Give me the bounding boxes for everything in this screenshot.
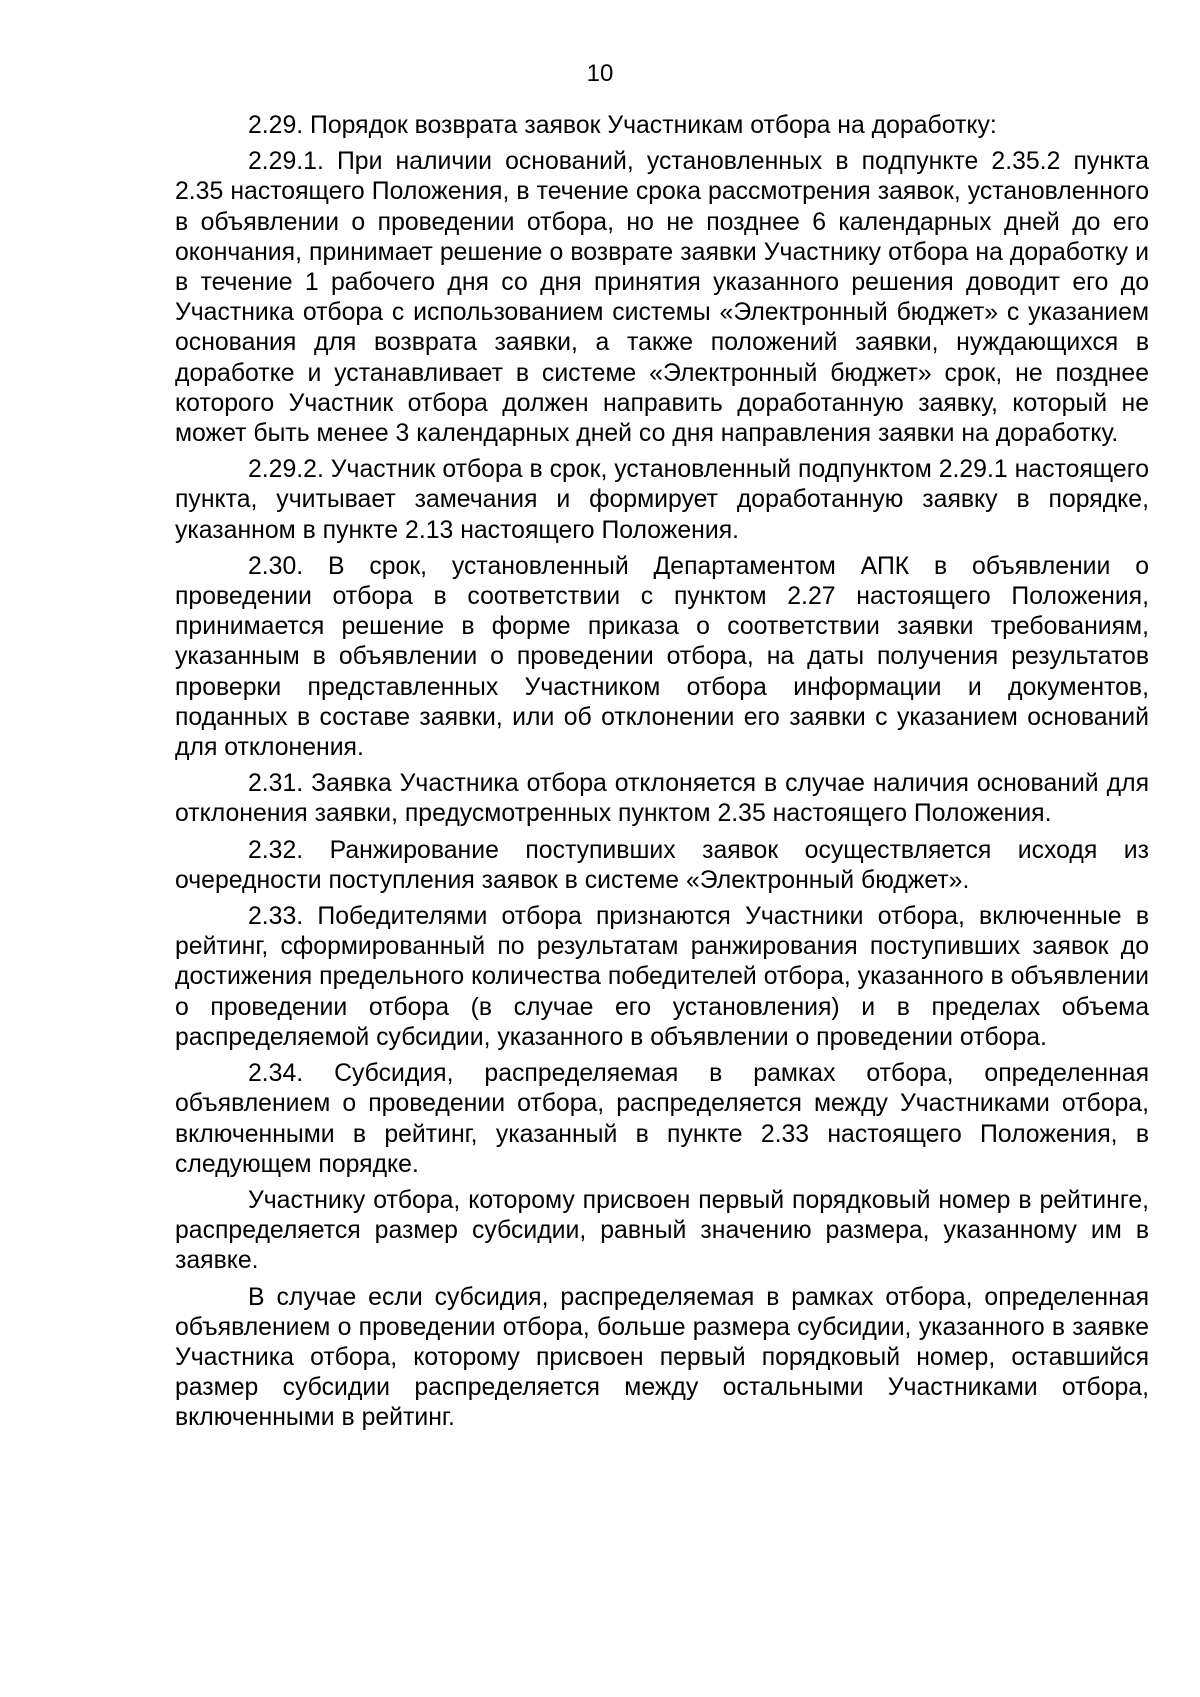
paragraph-2-29-2: 2.29.2. Участник отбора в срок, установленный подпунктом 2.29.1 настоящего пункта, учитывает замечания и формирует доработанную заявку в порядке, указанном в пункте 2.13 настоящего Положения. [175,456,1149,544]
page-number: 10 [586,60,614,87]
paragraph-2-31: 2.31. Заявка Участника отбора отклоняется в случае наличия оснований для отклонения заявки, предусмотренных пунктом 2.35 настоящего Положения. [175,770,1149,828]
paragraph-2-29-1: 2.29.1. При наличии оснований, установленных в подпункте 2.35.2 пункта 2.35 настоящего Положения, в течение срока рассмотрения заявок, установленного в объявлении о проведении отбора, но не позднее 6 календарных дней до его окончания, принимает решение о возврате заявки Участнику отбора на доработку и в течение 1 рабочего дня со дня принятия указанного решения доводит его до Участника отбора с использованием системы «Электронный бюджет» с указанием основания для возврата заявки, а также положений заявки, нуждающихся в доработке и устанавливает в системе «Электронный бюджет» срок, не позднее которого Участник отбора должен направить доработанную заявку, который не может быть менее 3 календарных дней со дня направления заявки на доработку. [175,148,1149,448]
paragraph-2-33: 2.33. Победителями отбора признаются Участники отбора, включенные в рейтинг, сформированный по результатам ранжирования поступивших заявок до достижения предельного количества победителей отбора, указанного в объявлении о проведении отбора (в случае его установления) и в пределах объема распределяемой субсидии, указанного в объявлении о проведении отбора. [175,903,1149,1051]
paragraph-first-rank-rule: Участнику отбора, которому присвоен первый порядковый номер в рейтинге, распределяется размер субсидии, равный значению размера, указанному им в заявке. [175,1186,1149,1275]
document-body [175,111,1149,1434]
paragraph-2-34: 2.34. Субсидия, распределяемая в рамках отбора, определенная объявлением о проведении отбора, распределяется между Участниками отбора, включенными в рейтинг, указанный в пункте 2.33 настоящего Положения, в следующем порядке. [175,1060,1149,1178]
paragraph-remaining-subsidy-rule: В случае если субсидия, распределяемая в рамках отбора, определенная объявлением о проведении отбора, больше размера субсидии, указанного в заявке Участника отбора, которому присвоен первый порядковый номер, оставшийся размер субсидии распределяется между остальными Участниками отбора, включенными в рейтинг. [175,1283,1149,1432]
paragraph-2-29: 2.29. Порядок возврата заявок Участникам отбора на доработку: [248,112,997,139]
paragraph-2-32: 2.32. Ранжирование поступивших заявок осуществляется исходя из очередности поступления заявок в системе «Электронный бюджет». [175,836,1149,894]
paragraph-2-30: 2.30. В срок, установленный Департаментом АПК в объявлении о проведении отбора в соответствии с пунктом 2.27 настоящего Положения, принимается решение в форме приказа о соответствии заявки требованиям, указанным в объявлении о проведении отбора, на даты получения результатов проверки представленных Участником отбора информации и документов, поданных в составе заявки, или об отклонении его заявки с указанием оснований для отклонения. [175,552,1149,762]
